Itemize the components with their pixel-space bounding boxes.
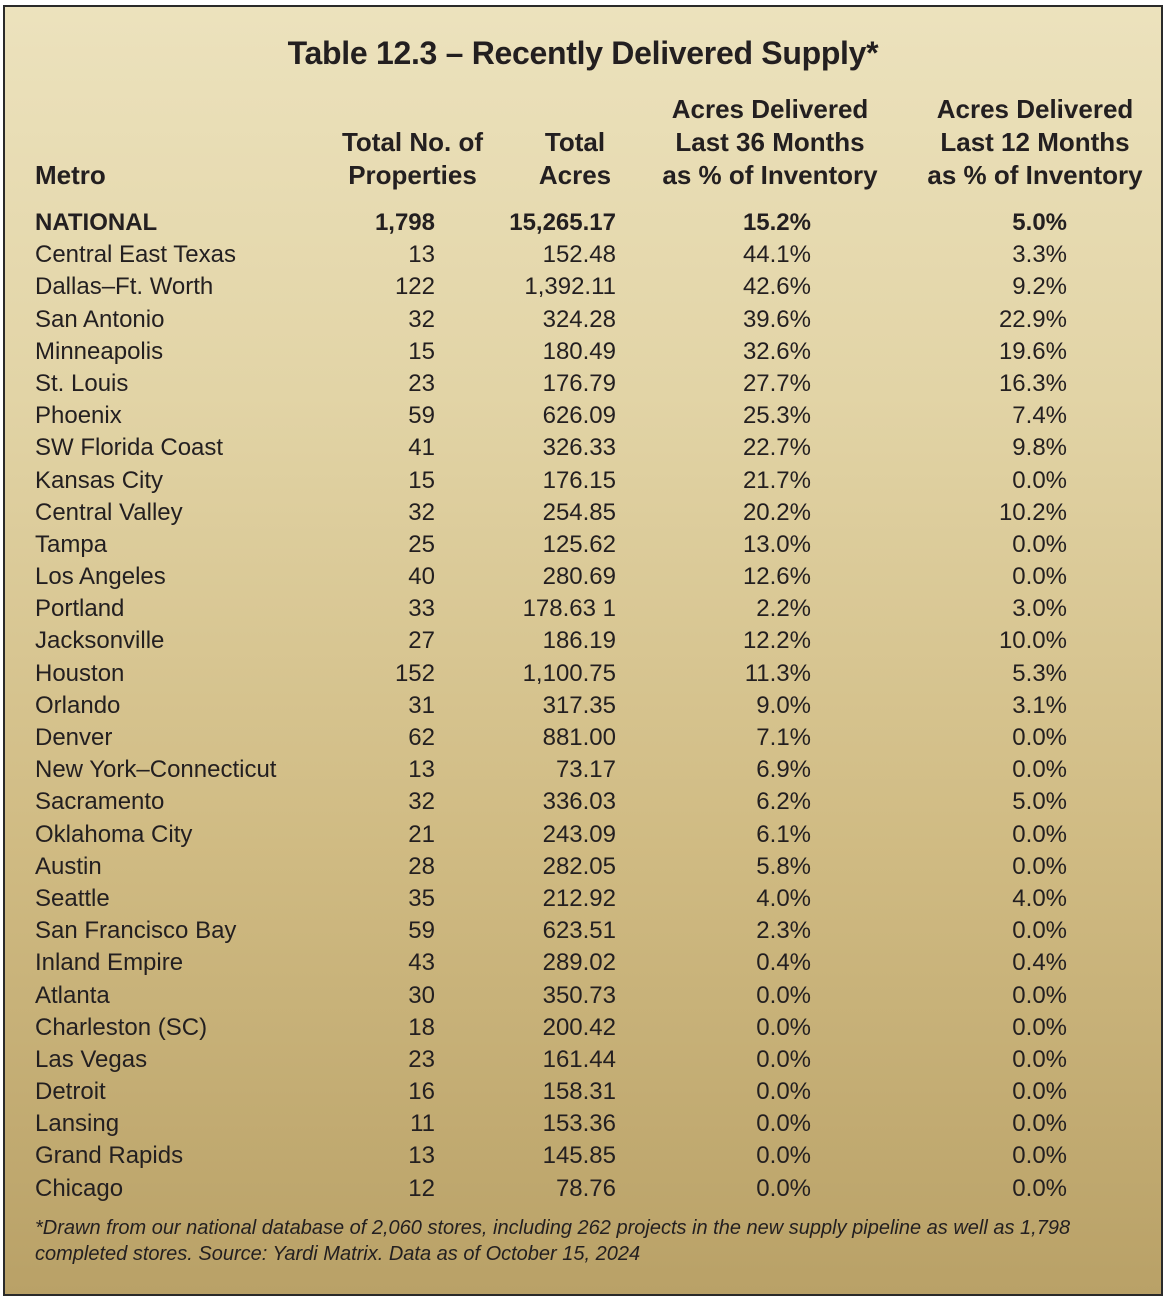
table-row	[5, 304, 1161, 336]
cell-pct12: 3.0%	[1012, 595, 1067, 623]
cell-pct12: 10.2%	[998, 498, 1067, 526]
cell-pct12: 4.0%	[1012, 884, 1067, 912]
cell-pct36: 7.1%	[756, 724, 811, 751]
cell-properties: 122	[394, 273, 435, 301]
cell-properties: 32	[408, 305, 435, 333]
header-metro: Metro	[35, 160, 106, 190]
cell-metro: St. Louis	[35, 369, 129, 397]
cell-pct12: 0.0%	[1012, 820, 1067, 848]
cell-properties: 21	[408, 820, 435, 848]
cell-metro: Houston	[35, 659, 125, 687]
cell-acres: 623.51	[542, 917, 616, 945]
cell-acres: 212.92	[542, 884, 616, 912]
cell-acres: 280.69	[542, 563, 616, 591]
cell-acres: 73.17	[555, 756, 616, 784]
cell-pct12: 19.6%	[998, 337, 1067, 365]
table-row	[5, 593, 1161, 625]
table-row	[5, 947, 1161, 979]
header-acres-line1: Total	[544, 127, 606, 157]
table-row	[5, 915, 1161, 947]
cell-properties: 33	[408, 595, 435, 623]
cell-acres: 881.00	[542, 724, 616, 751]
cell-metro: Sacramento	[35, 788, 165, 816]
table-row	[5, 465, 1161, 497]
table-row	[5, 1012, 1161, 1044]
cell-acres: 125.62	[542, 530, 616, 558]
table-row	[5, 561, 1161, 593]
table-row	[5, 786, 1161, 818]
cell-properties: 152	[394, 659, 435, 687]
cell-pct36: 11.3%	[744, 659, 811, 687]
cell-acres: 178.63 1	[522, 595, 616, 623]
cell-pct12: 9.2%	[1012, 273, 1067, 301]
cell-metro: Kansas City	[35, 466, 164, 494]
cell-pct36: 39.6%	[742, 305, 811, 333]
cell-pct12: 0.0%	[1012, 1078, 1067, 1106]
table-row	[5, 1076, 1161, 1108]
header-acres-line2: Acres	[538, 160, 612, 190]
cell-metro: Portland	[35, 595, 125, 623]
cell-metro: San Antonio	[35, 305, 165, 333]
cell-pct36: 12.6%	[742, 563, 811, 591]
cell-pct36: 6.2%	[756, 788, 811, 816]
table-row	[5, 690, 1161, 722]
cell-acres: 200.42	[542, 1013, 616, 1041]
header-properties	[325, 126, 500, 192]
header-pct12-line1: Acres Delivered	[936, 94, 1134, 124]
cell-pct36: 0.0%	[756, 1078, 811, 1106]
cell-pct36: 42.6%	[742, 273, 811, 301]
cell-acres: 326.33	[542, 434, 616, 462]
cell-pct36: 0.0%	[756, 1045, 811, 1073]
cell-metro: Central East Texas	[35, 241, 236, 269]
cell-pct36: 2.2%	[756, 595, 811, 623]
cell-acres: 161.44	[542, 1045, 616, 1073]
table-row	[5, 851, 1161, 883]
cell-pct12: 3.1%	[1012, 691, 1067, 719]
table-row	[5, 722, 1161, 754]
cell-metro: Inland Empire	[35, 949, 184, 977]
cell-acres: 350.73	[542, 981, 616, 1009]
cell-pct12: 0.0%	[1012, 1110, 1067, 1138]
cell-acres: 15,265.17	[509, 209, 616, 236]
cell-metro: Dallas–Ft. Worth	[35, 273, 214, 301]
cell-properties: 15	[408, 466, 435, 494]
cell-pct36: 21.7%	[742, 466, 811, 494]
cell-properties: 40	[408, 563, 435, 591]
header-pct36	[655, 93, 885, 192]
cell-pct36: 22.7%	[742, 434, 811, 462]
cell-properties: 13	[408, 241, 435, 269]
cell-metro: Oklahoma City	[35, 820, 193, 848]
cell-properties: 41	[408, 434, 435, 462]
cell-acres: 78.76	[555, 1174, 616, 1202]
cell-metro: New York–Connecticut	[35, 756, 277, 784]
cell-acres: 336.03	[542, 788, 616, 816]
cell-metro: NATIONAL	[35, 209, 158, 236]
table-row	[5, 432, 1161, 464]
cell-pct36: 44.1%	[742, 241, 811, 269]
cell-properties: 23	[408, 1045, 435, 1073]
cell-pct12: 0.0%	[1012, 917, 1067, 945]
cell-properties: 1,798	[374, 209, 435, 236]
header-pct36-line2: Last 36 Months	[675, 127, 865, 157]
cell-metro: Atlanta	[35, 981, 110, 1009]
table-row	[5, 883, 1161, 915]
cell-acres: 317.35	[542, 691, 616, 719]
header-pct12	[915, 93, 1155, 192]
header-pct12-line2: Last 12 Months	[940, 127, 1130, 157]
cell-metro: Grand Rapids	[35, 1142, 184, 1170]
cell-metro: SW Florida Coast	[35, 434, 224, 462]
cell-acres: 145.85	[542, 1142, 616, 1170]
cell-pct36: 32.6%	[742, 337, 811, 365]
cell-properties: 16	[408, 1078, 435, 1106]
cell-properties: 13	[408, 1142, 435, 1170]
cell-pct12: 0.0%	[1012, 1142, 1067, 1170]
cell-properties: 11	[410, 1110, 435, 1138]
cell-properties: 32	[408, 788, 435, 816]
cell-properties: 12	[408, 1174, 435, 1202]
cell-pct36: 0.4%	[756, 949, 811, 977]
cell-metro: Minneapolis	[35, 337, 164, 365]
cell-pct12: 5.0%	[1012, 209, 1067, 236]
cell-acres: 152.48	[542, 241, 616, 269]
table-row	[5, 368, 1161, 400]
table-row	[5, 497, 1161, 529]
cell-pct36: 0.0%	[756, 1110, 811, 1138]
cell-pct12: 0.0%	[1012, 466, 1067, 494]
cell-acres: 1,392.11	[524, 273, 616, 301]
cell-properties: 43	[408, 949, 435, 977]
cell-pct12: 9.8%	[1012, 434, 1067, 462]
cell-acres: 176.15	[542, 466, 616, 494]
cell-pct12: 7.4%	[1012, 402, 1067, 430]
cell-pct36: 0.0%	[756, 1174, 811, 1202]
cell-pct12: 0.4%	[1012, 949, 1067, 977]
cell-pct12: 0.0%	[1012, 530, 1067, 558]
cell-pct12: 22.9%	[998, 305, 1067, 333]
cell-pct36: 15.2%	[742, 209, 811, 236]
cell-pct36: 9.0%	[756, 691, 811, 719]
cell-properties: 31	[408, 691, 435, 719]
table-row	[5, 271, 1161, 303]
table-row	[5, 400, 1161, 432]
cell-acres: 180.49	[542, 337, 616, 365]
table-row	[5, 658, 1161, 690]
cell-metro: Las Vegas	[35, 1045, 148, 1073]
cell-properties: 27	[408, 627, 435, 655]
cell-metro: Orlando	[35, 691, 121, 719]
cell-pct12: 0.0%	[1012, 724, 1067, 751]
cell-pct36: 0.0%	[756, 1013, 811, 1041]
cell-pct12: 0.0%	[1012, 852, 1067, 880]
table-row	[5, 980, 1161, 1012]
cell-pct12: 5.0%	[1012, 788, 1067, 816]
cell-properties: 28	[408, 852, 435, 880]
cell-properties: 59	[408, 917, 435, 945]
cell-metro: Seattle	[35, 884, 110, 912]
table-row-national	[5, 207, 1161, 239]
cell-properties: 23	[408, 369, 435, 397]
cell-pct36: 6.1%	[756, 820, 811, 848]
cell-pct36: 5.8%	[756, 852, 811, 880]
cell-acres: 243.09	[542, 820, 616, 848]
table-panel	[3, 5, 1163, 1296]
cell-metro: Jacksonville	[35, 627, 165, 655]
cell-pct12: 0.0%	[1012, 1174, 1067, 1202]
cell-pct12: 0.0%	[1012, 981, 1067, 1009]
table-row	[5, 819, 1161, 851]
cell-metro: Detroit	[35, 1078, 106, 1106]
cell-pct36: 27.7%	[742, 369, 811, 397]
header-acres	[515, 126, 635, 192]
cell-acres: 289.02	[542, 949, 616, 977]
cell-pct12: 0.0%	[1012, 563, 1067, 591]
cell-acres: 186.19	[542, 627, 616, 655]
cell-properties: 62	[408, 724, 435, 751]
table-row	[5, 625, 1161, 657]
cell-pct12: 10.0%	[998, 627, 1067, 655]
cell-acres: 254.85	[542, 498, 616, 526]
cell-metro: Chicago	[35, 1174, 124, 1202]
cell-pct12: 3.3%	[1012, 241, 1067, 269]
cell-acres: 176.79	[542, 369, 616, 397]
cell-properties: 35	[408, 884, 435, 912]
cell-properties: 18	[408, 1013, 435, 1041]
cell-pct36: 13.0%	[742, 530, 811, 558]
table-body	[5, 207, 1161, 1205]
header-properties-line2: Properties	[348, 160, 477, 190]
cell-pct36: 0.0%	[756, 981, 811, 1009]
footnote: *Drawn from our national database of 2,060 stores, including 262 projects in the new supply pipeline as well as 1,798 completed stores. Source: Yardi Matrix. Data as of October 15, 2024	[35, 1217, 1071, 1265]
cell-metro: Tampa	[35, 530, 108, 558]
cell-metro: Los Angeles	[35, 563, 166, 591]
cell-pct12: 16.3%	[998, 369, 1067, 397]
table-row	[5, 336, 1161, 368]
cell-acres: 1,100.75	[522, 659, 616, 687]
table-row	[5, 1173, 1161, 1205]
table-row	[5, 1108, 1161, 1140]
cell-metro: Central Valley	[35, 498, 183, 526]
table-title: Table 12.3 – Recently Delivered Supply*	[287, 35, 879, 71]
table-row	[5, 529, 1161, 561]
cell-metro: Phoenix	[35, 402, 122, 430]
cell-metro: Lansing	[35, 1110, 120, 1138]
cell-pct36: 6.9%	[756, 756, 811, 784]
cell-acres: 153.36	[542, 1110, 616, 1138]
table-row	[5, 754, 1161, 786]
table-row	[5, 1140, 1161, 1172]
cell-acres: 324.28	[542, 305, 616, 333]
cell-pct36: 4.0%	[756, 884, 811, 912]
table-row	[5, 239, 1161, 271]
cell-properties: 32	[408, 498, 435, 526]
cell-pct12: 5.3%	[1012, 659, 1067, 687]
cell-properties: 59	[408, 402, 435, 430]
cell-pct12: 0.0%	[1012, 1013, 1067, 1041]
cell-pct36: 0.0%	[756, 1142, 811, 1170]
cell-properties: 13	[408, 756, 435, 784]
cell-pct12: 0.0%	[1012, 1045, 1067, 1073]
cell-pct36: 25.3%	[742, 402, 811, 430]
header-properties-line1: Total No. of	[341, 127, 484, 157]
cell-pct36: 12.2%	[742, 627, 811, 655]
header-pct12-line3: as % of Inventory	[927, 160, 1143, 190]
cell-acres: 158.31	[542, 1078, 616, 1106]
cell-metro: Denver	[35, 724, 113, 751]
cell-acres: 626.09	[542, 402, 616, 430]
cell-properties: 15	[408, 337, 435, 365]
cell-properties: 30	[408, 981, 435, 1009]
cell-pct36: 20.2%	[742, 498, 811, 526]
cell-metro: San Francisco Bay	[35, 917, 237, 945]
table-row	[5, 1044, 1161, 1076]
cell-metro: Austin	[35, 852, 102, 880]
cell-metro: Charleston (SC)	[35, 1013, 208, 1041]
header-pct36-line3: as % of Inventory	[662, 160, 878, 190]
cell-pct12: 0.0%	[1012, 756, 1067, 784]
cell-properties: 25	[408, 530, 435, 558]
cell-acres: 282.05	[542, 852, 616, 880]
header-pct36-line1: Acres Delivered	[671, 94, 869, 124]
cell-pct36: 2.3%	[756, 917, 811, 945]
